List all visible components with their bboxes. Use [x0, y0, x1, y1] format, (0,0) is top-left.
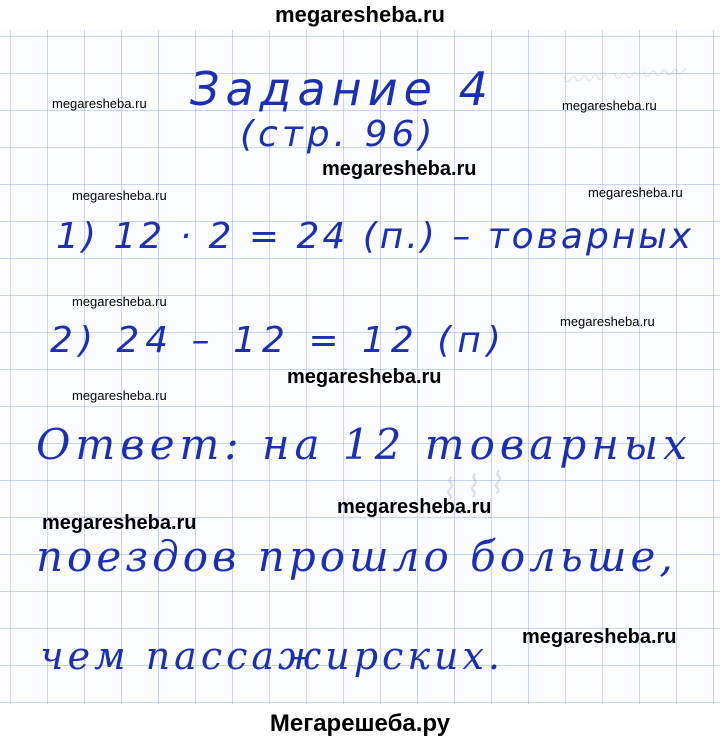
watermark: megaresheba.ru	[72, 294, 167, 309]
assignment-page-ref: (стр. 96)	[240, 114, 437, 155]
watermark: megaresheba.ru	[322, 158, 477, 180]
site-header-domain[interactable]: megaresheba.ru	[275, 2, 445, 27]
solution-step-1: 1) 12 · 2 = 24 (п.) – товарных	[56, 216, 695, 257]
watermark: megaresheba.ru	[522, 626, 677, 648]
answer-line-2: поездов прошло больше,	[36, 532, 677, 581]
answer-line-3: чем пассажирских.	[40, 634, 505, 678]
watermark: megaresheba.ru	[52, 96, 147, 111]
answer-line-1: Ответ: на 12 товарных	[36, 420, 692, 469]
watermark: megaresheba.ru	[72, 388, 167, 403]
watermark: megaresheba.ru	[42, 512, 197, 534]
watermark: megaresheba.ru	[337, 496, 492, 518]
watermark: megaresheba.ru	[287, 366, 442, 388]
watermark: megaresheba.ru	[562, 98, 657, 113]
show-through-mark: 〰〰 〰 〰〰	[559, 60, 685, 95]
show-through-mark: ⌇ ⌇ ⌇	[437, 465, 506, 510]
graph-paper-sheet	[0, 30, 720, 704]
assignment-title: Задание 4	[190, 62, 494, 116]
solution-step-2: 2) 24 – 12 = 12 (п)	[50, 320, 507, 361]
site-footer-brand[interactable]: Мегарешеба.ру	[269, 710, 451, 737]
watermark: megaresheba.ru	[560, 314, 655, 329]
watermark: megaresheba.ru	[72, 188, 167, 203]
watermark: megaresheba.ru	[588, 185, 683, 200]
